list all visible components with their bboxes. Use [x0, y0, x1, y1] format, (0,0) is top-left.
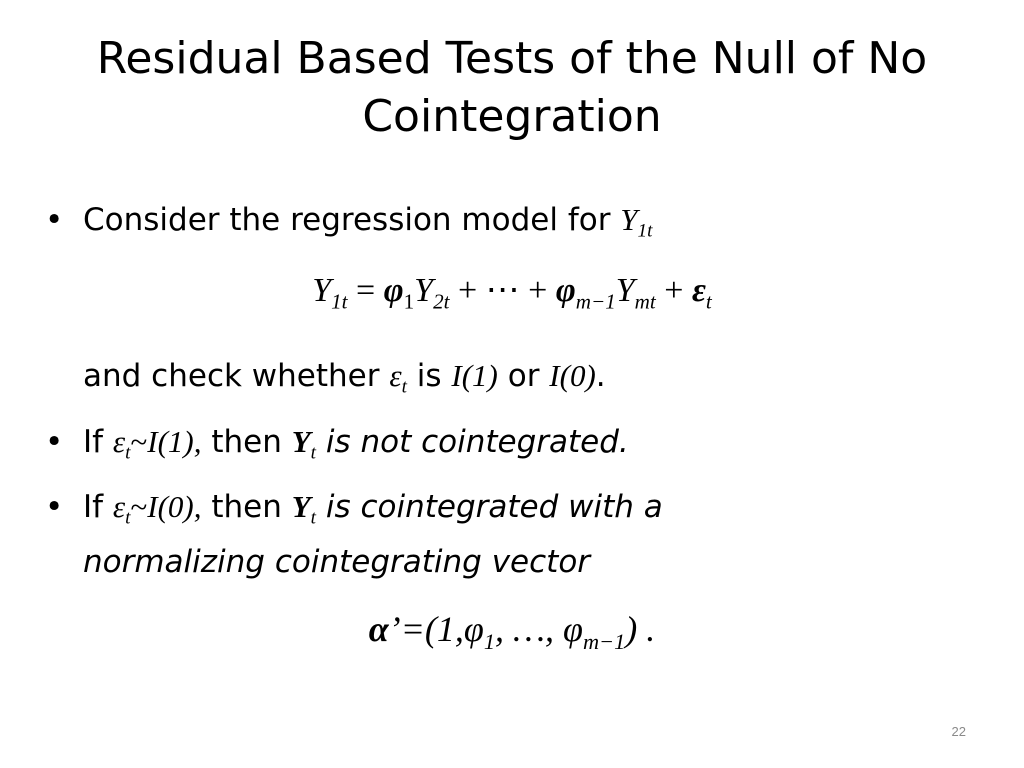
- bullet3-y-sub: t: [310, 507, 317, 529]
- bullet3-if: If: [83, 489, 113, 525]
- bullet2-integration-order: I(1),: [147, 424, 202, 459]
- bullet2-epsilon-sub: t: [125, 442, 131, 464]
- cointegrating-vector-equation: [0, 608, 1024, 655]
- eq-ym-sub: mt: [634, 289, 656, 314]
- variable-y: Y: [620, 202, 638, 237]
- bullet3-integration-order: I(0),: [147, 489, 202, 524]
- eq-epsilon: ε: [691, 272, 706, 309]
- variable-y-subscript: 1t: [637, 220, 653, 242]
- regression-equation: [0, 270, 1024, 314]
- eq-lhs: Y: [312, 272, 332, 309]
- slide-title-line-2: Cointegration: [362, 91, 662, 142]
- bullet3-epsilon-sub: t: [125, 507, 131, 529]
- eq2-phi-1-sub: 1: [483, 628, 495, 654]
- bullet3-then: then: [201, 489, 292, 525]
- bullet2-then: then: [201, 424, 292, 460]
- bullet2-y: Y: [291, 424, 311, 459]
- line2-i1: I(1): [451, 358, 498, 393]
- eq-y2-sub: 2t: [433, 289, 450, 314]
- bullet2-epsilon: ε: [112, 424, 126, 459]
- eq-phi-m: φ: [555, 272, 576, 309]
- eq-ym: Y: [615, 272, 635, 309]
- eq2-close: ) .: [625, 609, 656, 649]
- eq-lhs-sub: 1t: [331, 289, 348, 314]
- eq2-ellipsis: , …,: [495, 609, 564, 649]
- bullet3-tilde: ~: [130, 489, 148, 524]
- eq-plus: +: [655, 272, 692, 309]
- eq2-phi-m: φ: [563, 609, 583, 649]
- bullet-dot: •: [45, 424, 64, 460]
- slide-title-line-1: Residual Based Tests of the Null of No: [96, 33, 928, 84]
- eq-y2: Y: [414, 272, 434, 309]
- eq-phi-1-sub: 1: [403, 289, 415, 314]
- eq-phi-1: φ: [383, 272, 404, 309]
- line2-or: or: [497, 358, 550, 394]
- eq-epsilon-sub: t: [705, 289, 712, 314]
- line2-epsilon-sub: t: [401, 376, 407, 398]
- bullet2-if: If: [83, 424, 113, 460]
- line2-pre: and check whether: [83, 358, 390, 394]
- bullet3-line2: normalizing cointegrating vector: [83, 544, 591, 580]
- eq2-phi-1: φ: [463, 609, 484, 649]
- eq-equals: =: [347, 272, 384, 309]
- line2-epsilon: ε: [389, 358, 402, 393]
- line2-period: .: [595, 358, 606, 394]
- eq-ellipsis: + ⋯ +: [449, 272, 556, 309]
- bullet3-epsilon: ε: [112, 489, 126, 524]
- bullet3-y: Y: [291, 489, 311, 524]
- slide-title: [0, 30, 1024, 146]
- bullet2-tilde: ~: [130, 424, 148, 459]
- eq2-open: ’=(1,: [388, 609, 464, 649]
- bullet2-conclusion: is not cointegrated.: [316, 424, 629, 460]
- eq-phi-m-sub: m−1: [575, 289, 616, 314]
- line2-i0: I(0): [549, 358, 596, 393]
- bullet-dot: •: [45, 202, 64, 238]
- bullet2-y-sub: t: [310, 442, 317, 464]
- page-number: 22: [951, 724, 966, 739]
- eq2-alpha: α: [368, 609, 389, 649]
- bullet3-conclusion: is cointegrated with a: [316, 489, 663, 525]
- bullet-1-text: Consider the regression model for: [83, 202, 621, 238]
- bullet-dot: •: [45, 489, 64, 525]
- line2-is: is: [406, 358, 452, 394]
- eq2-phi-m-sub: m−1: [582, 628, 626, 654]
